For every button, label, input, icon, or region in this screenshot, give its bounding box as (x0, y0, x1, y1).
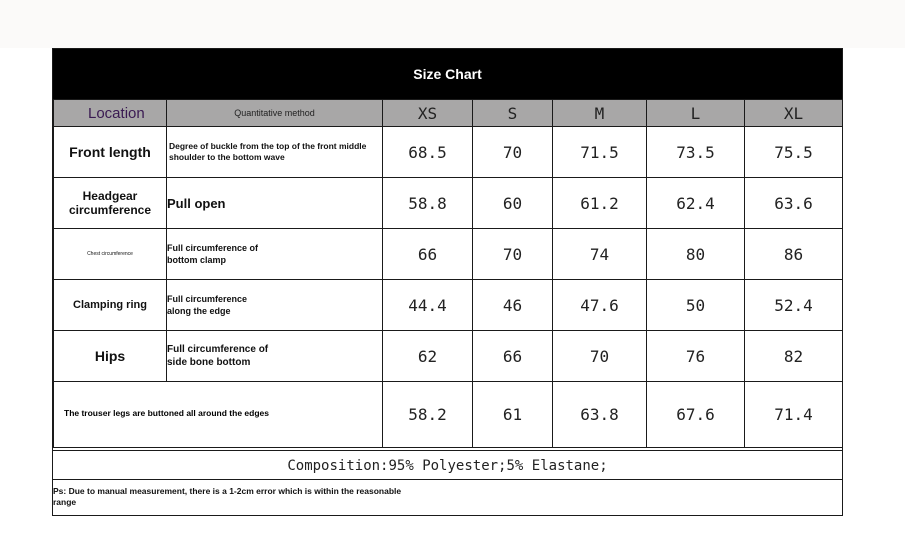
value-cell: 60 (473, 178, 553, 229)
value-cell: 70 (473, 127, 553, 178)
row-method: Full circumference along the edge (167, 280, 383, 331)
value-cell: 67.6 (647, 382, 745, 448)
size-table (53, 99, 843, 448)
method-header: Quantitative method (167, 100, 383, 127)
value-cell: 62.4 (647, 178, 745, 229)
value-cell: 80 (647, 229, 745, 280)
row-method: Full circumference of side bone bottom (167, 331, 383, 382)
header-row (54, 100, 843, 127)
chart-title: Size Chart (53, 49, 842, 99)
table-row (54, 382, 843, 448)
value-cell: 58.8 (383, 178, 473, 229)
table-row (54, 331, 843, 382)
table-row (54, 280, 843, 331)
row-location: The trouser legs are buttoned all around the edges (54, 382, 383, 448)
value-cell: 58.2 (383, 382, 473, 448)
row-location: Headgear circumference (54, 178, 167, 229)
location-header: Location (54, 100, 167, 127)
value-cell: 61.2 (553, 178, 647, 229)
table-row (54, 127, 843, 178)
value-cell: 74 (553, 229, 647, 280)
value-cell: 47.6 (553, 280, 647, 331)
row-location: Clamping ring (54, 280, 167, 331)
value-cell: 82 (745, 331, 843, 382)
value-cell: 44.4 (383, 280, 473, 331)
value-cell: 71.5 (553, 127, 647, 178)
value-cell: 46 (473, 280, 553, 331)
size-header-xs: XS (383, 100, 473, 127)
row-method: Full circumference of bottom clamp (167, 229, 383, 280)
table-row (54, 178, 843, 229)
table-row (54, 229, 843, 280)
value-cell: 71.4 (745, 382, 843, 448)
row-method: Degree of buckle from the top of the front middle shoulder to the bottom wave (167, 127, 383, 178)
row-location: Front length (54, 127, 167, 178)
size-header-l: L (647, 100, 745, 127)
value-cell: 70 (473, 229, 553, 280)
value-cell: 63.8 (553, 382, 647, 448)
value-cell: 70 (553, 331, 647, 382)
size-header-m: M (553, 100, 647, 127)
row-method: Pull open (167, 178, 383, 229)
value-cell: 68.5 (383, 127, 473, 178)
value-cell: 66 (383, 229, 473, 280)
size-header-s: S (473, 100, 553, 127)
row-location: Chest circumference (54, 229, 167, 280)
value-cell: 50 (647, 280, 745, 331)
size-header-xl: XL (745, 100, 843, 127)
value-cell: 62 (383, 331, 473, 382)
value-cell: 76 (647, 331, 745, 382)
row-location: Hips (54, 331, 167, 382)
value-cell: 86 (745, 229, 843, 280)
top-background (0, 0, 905, 48)
value-cell: 75.5 (745, 127, 843, 178)
measurement-note (53, 479, 842, 516)
composition-text: Composition:95% Polyester;5% Elastane; (53, 450, 842, 480)
size-chart (52, 48, 843, 516)
value-cell: 52.4 (745, 280, 843, 331)
note-text: Ps: Due to manual measurement, there is a 1-2cm error which is within the reasonable range (53, 486, 402, 507)
value-cell: 66 (473, 331, 553, 382)
value-cell: 61 (473, 382, 553, 448)
value-cell: 73.5 (647, 127, 745, 178)
value-cell: 63.6 (745, 178, 843, 229)
